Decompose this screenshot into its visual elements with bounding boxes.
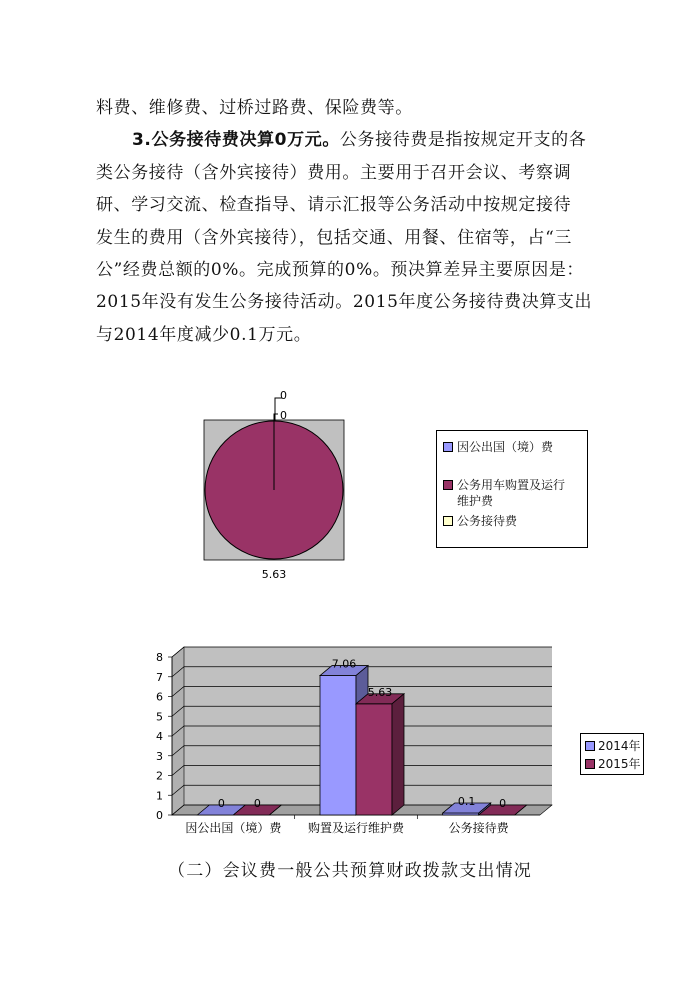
bar-front [356, 704, 392, 815]
text-line-3: 类公务接待（含外宾接待）费用。主要用于召开会议、考察调 [96, 162, 572, 183]
section-caption: （二）会议费一般公共预算财政拨款支出情况 [168, 861, 532, 881]
y-tick-label: 7 [156, 670, 163, 684]
legend-swatch [443, 516, 453, 526]
text-line-8: 与2014年度减少0.1万元。 [96, 324, 312, 345]
y-tick-label: 4 [156, 730, 163, 743]
bar-data-label: 0 [253, 797, 261, 810]
text-line-7: 2015年没有发生公务接待活动。2015年度公务接待费决算支出 [96, 292, 593, 313]
text-line-1: 料费、维修费、过桥过路费、保险费等。 [96, 98, 413, 118]
pie-legend-label: 公务用车购置及运行维护费 [457, 478, 566, 508]
pie-legend [436, 430, 588, 548]
bar-data-label: 7.06 [331, 657, 357, 671]
legend-swatch [585, 741, 595, 751]
bar-front [320, 676, 356, 815]
y-tick-label: 2 [156, 769, 163, 783]
bar-data-label: 0.1 [457, 795, 476, 809]
y-tick-label: 6 [156, 690, 163, 704]
y-tick-label: 1 [156, 789, 163, 803]
body-text [96, 92, 616, 351]
bar-side [392, 694, 404, 815]
pie-chart [0, 380, 700, 600]
x-tick-label: 购置及运行维护费 [307, 821, 405, 835]
pie-legend-item-reception [443, 513, 583, 529]
bar-data-label: 5.63 [367, 685, 393, 699]
pie-label-abroad: 0 [280, 389, 287, 402]
text-line-2 [96, 124, 616, 156]
bar-data-label: 0 [499, 797, 507, 810]
pie-legend-label: 因公出国（境）费 [457, 440, 554, 454]
text-line-6: 公”经费总额的0%。完成预算的0%。预决算差异主要原因是： [96, 260, 585, 281]
y-tick-label: 0 [156, 809, 163, 822]
x-tick-label: 因公出国（境）费 [185, 821, 282, 835]
bar-series-1-1 [356, 694, 404, 815]
section-heading: 3.公务接待费决算0万元。 [132, 130, 340, 151]
legend-swatch [585, 759, 595, 769]
bar-legend-label: 2014年 [598, 739, 641, 753]
x-tick-label: 公务接待费 [448, 821, 509, 835]
pie-label-vehicle: 5.63 [261, 568, 287, 581]
pie-legend-label: 公务接待费 [457, 514, 518, 528]
y-tick-label: 5 [156, 710, 163, 724]
bar-data-label: 0 [217, 797, 225, 810]
bar-legend-item-2014 [585, 737, 641, 754]
pie-legend-item-abroad [443, 439, 583, 455]
legend-swatch [443, 442, 453, 452]
text-line-4: 研、学习交流、检查指导、请示汇报等公务活动中按规定接待 [96, 195, 572, 216]
legend-swatch [443, 480, 453, 490]
text-line-2-rest: 公务接待费是指按规定开支的各 [339, 130, 587, 151]
bar-legend [580, 733, 644, 775]
y-tick-label: 3 [156, 749, 163, 763]
bar-legend-item-2015 [585, 755, 641, 772]
pie-legend-item-vehicle [443, 477, 575, 509]
bar-legend-label: 2015年 [598, 757, 641, 771]
pie-label-reception: 0 [280, 409, 287, 422]
text-line-5: 发生的费用（含外宾接待），包括交通、用餐、住宿等，占“三 [96, 227, 572, 248]
y-tick-label: 8 [156, 651, 163, 664]
